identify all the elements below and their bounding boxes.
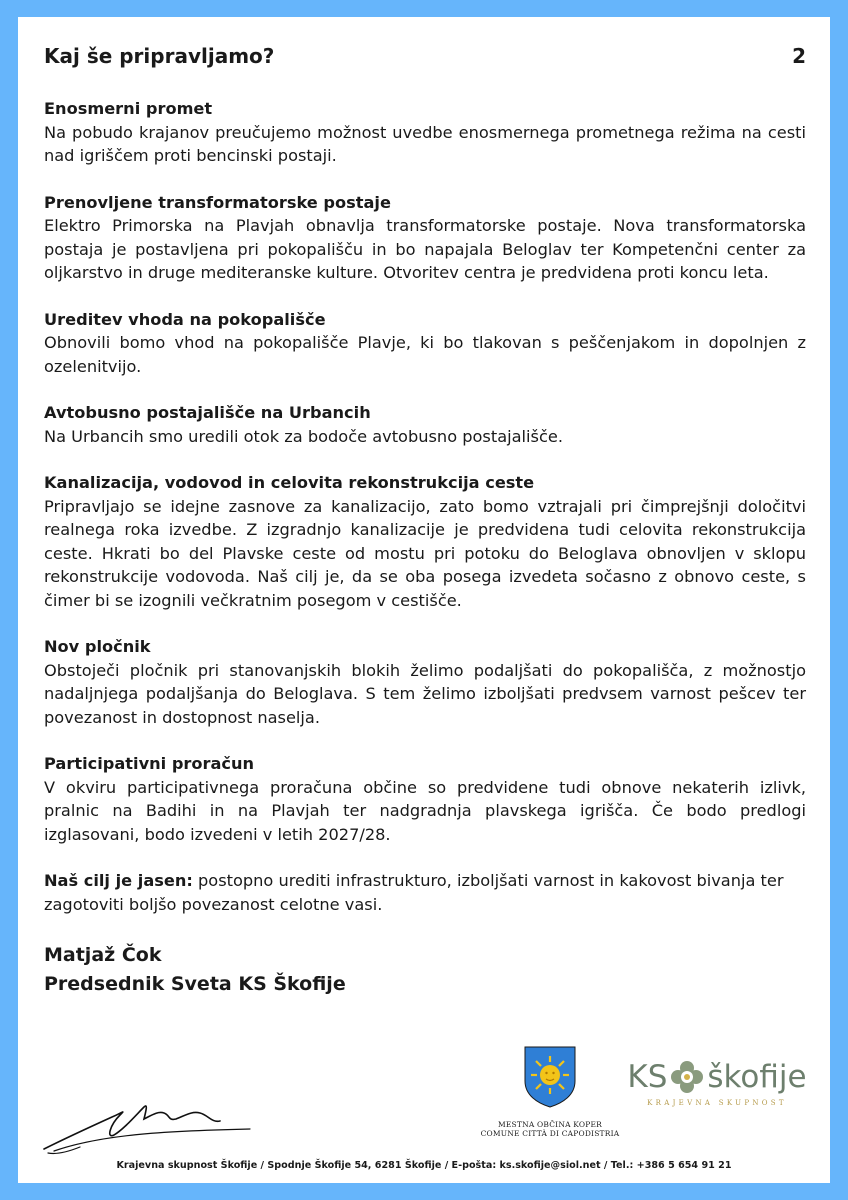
article-body bbox=[44, 97, 806, 999]
section-heading: Enosmerni promet bbox=[44, 99, 213, 118]
signer-role: Predsednik Sveta KS Škofije bbox=[44, 973, 346, 995]
signature-icon bbox=[40, 1089, 260, 1159]
moc-name-it: COMUNE CITTÀ DI CAPODISTRIA bbox=[480, 1129, 620, 1138]
coat-of-arms-icon bbox=[523, 1045, 577, 1109]
section-sidewalk bbox=[44, 635, 806, 729]
page-title: Kaj še pripravljamo? bbox=[44, 44, 275, 68]
section-transformer-stations bbox=[44, 191, 806, 285]
flower-icon bbox=[670, 1060, 704, 1094]
section-text: V okviru participativnega proračuna občine so predvidene tudi obnove nekaterih izlivk, pralnic na Badihi in na Plavjah ter nadgradnja plavskega igrišča. Če bodo predlogi izglasovani, bodo izvedeni v letih 2027/28. bbox=[44, 777, 806, 844]
footer-contact: Krajevna skupnost Škofije / Spodnje Škofije 54, 6281 Škofije / E-pošta: ks.skofije@siol.net / Tel.: +386 5 654 91 21 bbox=[116, 1160, 732, 1171]
section-bus-stop bbox=[44, 401, 806, 448]
page bbox=[18, 17, 830, 1183]
moc-name-sl: MESTNA OBČINA KOPER bbox=[497, 1120, 603, 1129]
page-header bbox=[44, 44, 806, 68]
section-heading: Kanalizacija, vodovod in celovita rekonstrukcija ceste bbox=[44, 473, 535, 492]
signer-block bbox=[44, 941, 806, 999]
section-text: Obstoječi pločnik pri stanovanjskih blokih želimo podaljšati do pokopališča, z možnostjo nadaljnjega podaljšanja do Beloglava. S tem želimo izboljšati predvsem varnost pešcev ter povezanost in dostopnost naselja. bbox=[44, 660, 806, 727]
section-heading: Participativni proračun bbox=[44, 754, 255, 773]
goal-lead: Naš cilj je jasen: bbox=[44, 871, 193, 890]
section-text: Obnovili bomo vhod na pokopališče Plavje, ki bo tlakovan s peščenjakom in dopolnjen z ozelenitvijo. bbox=[44, 333, 806, 376]
section-one-way-traffic bbox=[44, 97, 806, 168]
section-heading: Avtobusno postajališče na Urbancih bbox=[44, 403, 371, 422]
section-sewage-road bbox=[44, 471, 806, 612]
moc-caption bbox=[480, 1120, 620, 1138]
handwritten-signature bbox=[40, 1089, 260, 1163]
goal-statement bbox=[44, 869, 806, 916]
moc-logo bbox=[480, 1045, 620, 1138]
section-heading: Nov pločnik bbox=[44, 637, 151, 656]
ks-wordmark-left: KS bbox=[627, 1059, 668, 1095]
section-text: Na Urbancih smo uredili otok za bodoče avtobusno postajališče. bbox=[44, 426, 563, 446]
signer-name: Matjaž Čok bbox=[44, 944, 162, 966]
ks-wordmark-right: škofije bbox=[707, 1059, 807, 1095]
ks-wordmark bbox=[622, 1059, 812, 1095]
section-participatory-budget bbox=[44, 752, 806, 846]
section-heading: Ureditev vhoda na pokopališče bbox=[44, 309, 326, 329]
section-text: Elektro Primorska na Plavjah obnavlja transformatorske postaje. Nova transformatorska postaja je postavljena pri pokopališču in bo napajala Beloglav ter Kompetenčni center za oljkarstvo in druge mediteranske kulture. Otvoritev centra je predvidena proti koncu leta. bbox=[44, 216, 806, 282]
section-text: Pripravljajo se idejne zasnove za kanalizacijo, zato bomo vztrajali pri čimprejšnji določitvi realnega roka izvedbe. Z izgradnjo kanalizacije je predvidena tudi celovita rekonstrukcija ceste. Hkrati bo del Plavske ceste od mostu pri potoku do Beloglava obnovljen v sklopu rekonstrukcije vodovoda. Naš cilj je, da se oba posega izvedeta sočasno z obnovo ceste, s čimer bi se izognili večkratnim posegom v cestišče. bbox=[44, 496, 806, 610]
ks-subtitle: KRAJEVNA SKUPNOST bbox=[647, 1099, 787, 1107]
section-cemetery-entrance bbox=[44, 308, 806, 379]
section-text: Na pobudo krajanov preučujemo možnost uvedbe enosmernega prometnega režima na cesti nad igriščem proti bencinski postaji. bbox=[44, 122, 806, 165]
page-number: 2 bbox=[792, 44, 806, 68]
ks-logo bbox=[622, 1059, 812, 1107]
goal-text: postopno urediti infrastrukturo, izboljšati varnost in kakovost bivanja ter zagotoviti boljšo povezanost celotne vasi. bbox=[44, 871, 784, 914]
section-heading: Prenovljene transformatorske postaje bbox=[44, 192, 391, 212]
